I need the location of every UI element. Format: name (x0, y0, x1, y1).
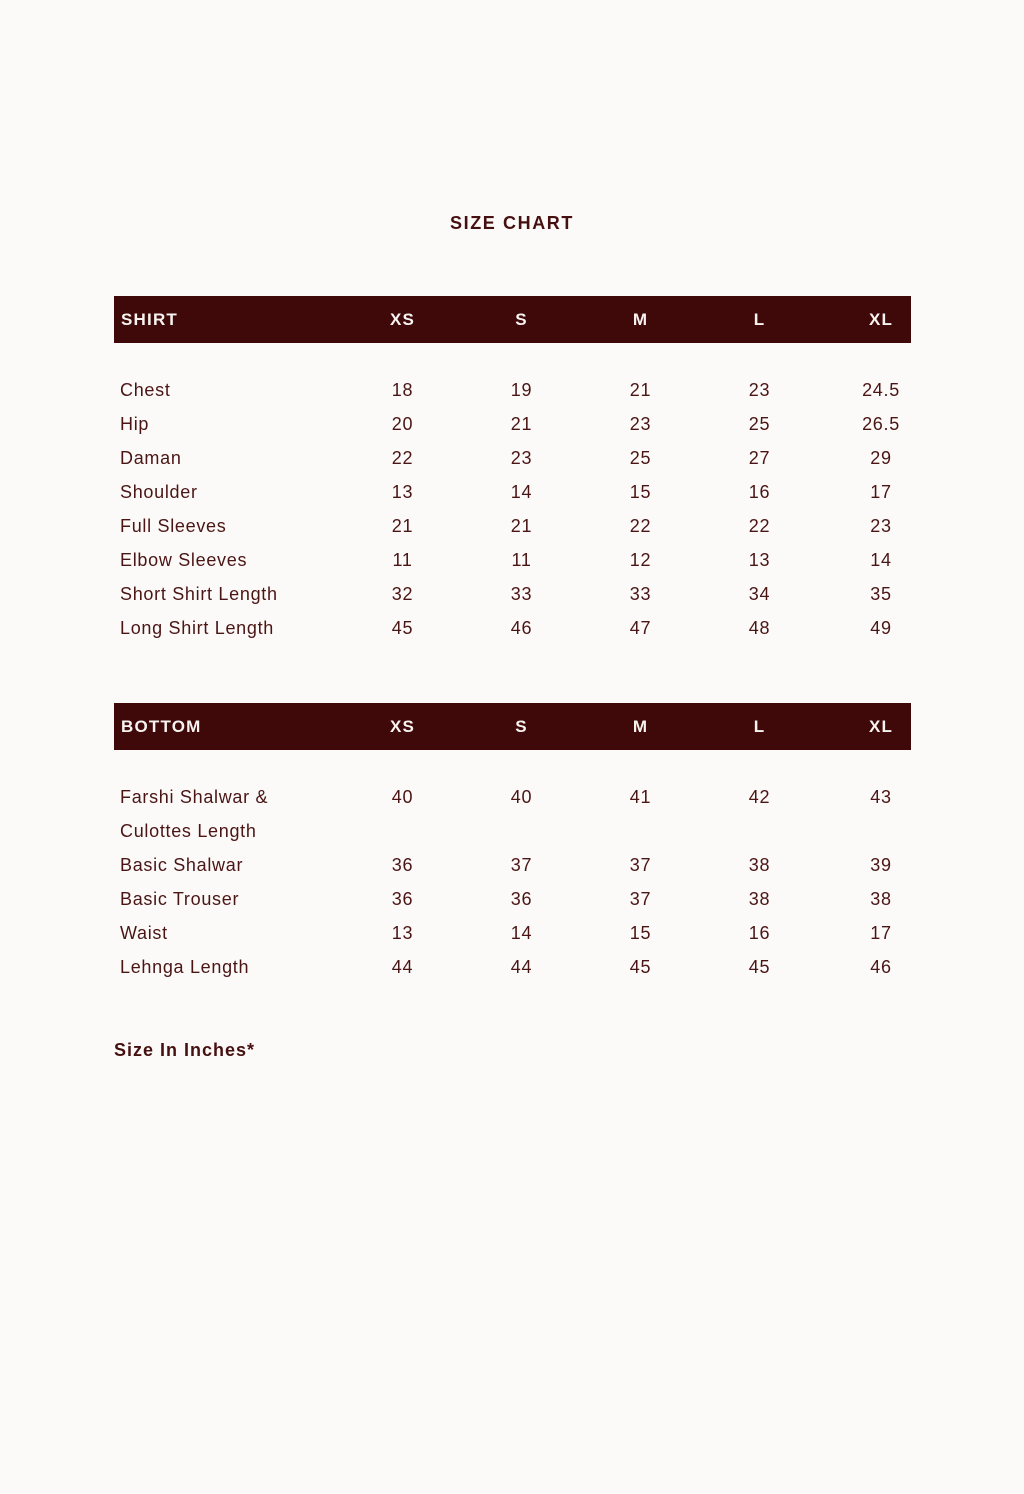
table-row (114, 848, 943, 882)
size-value: 36 (391, 889, 414, 909)
row-label-line1: Short Shirt Length (120, 584, 278, 604)
size-value: 14 (510, 923, 533, 943)
row-label-line1: Hip (120, 414, 150, 434)
size-value: 49 (870, 618, 892, 638)
size-value: 23 (629, 414, 652, 434)
section-bottom (114, 703, 943, 984)
size-value: 14 (510, 482, 533, 502)
table-row (114, 407, 943, 441)
row-label (114, 780, 343, 848)
size-value: 47 (629, 618, 652, 638)
row-label-line1: Shoulder (120, 482, 198, 502)
row-label-line1: Lehnga Length (120, 957, 250, 977)
row-label-line2: Culottes Length (120, 821, 257, 841)
size-value: 13 (391, 923, 414, 943)
section-shirt (114, 296, 943, 645)
size-value: 36 (391, 855, 414, 875)
size-value: 14 (870, 550, 892, 570)
size-value: 45 (391, 618, 414, 638)
size-value: 37 (510, 855, 533, 875)
size-value: 45 (748, 957, 771, 977)
row-label-line1: Waist (120, 923, 168, 943)
column-header-xs: XS (389, 310, 416, 329)
section-rows (114, 373, 943, 645)
size-value: 39 (870, 855, 892, 875)
size-value: 21 (629, 380, 652, 400)
size-chart-page (0, 214, 1024, 1059)
table-row (114, 780, 943, 848)
column-header-l: L (753, 310, 766, 329)
size-value: 11 (511, 550, 532, 570)
size-value: 38 (748, 889, 771, 909)
table-row (114, 916, 943, 950)
size-value: 23 (870, 516, 892, 536)
size-value: 41 (629, 787, 652, 807)
size-value: 12 (629, 550, 652, 570)
row-label (114, 441, 343, 475)
size-value: 17 (870, 482, 892, 502)
size-value: 36 (510, 889, 533, 909)
size-value: 35 (870, 584, 892, 604)
row-label-line1: Daman (120, 448, 182, 468)
size-value: 13 (391, 482, 414, 502)
column-header-m: M (632, 717, 649, 736)
row-label (114, 848, 343, 882)
size-value: 40 (391, 787, 414, 807)
size-value: 20 (391, 414, 414, 434)
size-value: 26.5 (862, 414, 900, 434)
size-value: 13 (748, 550, 771, 570)
size-value: 27 (748, 448, 771, 468)
size-value: 21 (391, 516, 414, 536)
size-value: 48 (748, 618, 771, 638)
size-value: 19 (510, 380, 533, 400)
row-label-line1: Farshi Shalwar & (120, 787, 269, 807)
row-label (114, 950, 343, 984)
size-value: 24.5 (862, 380, 900, 400)
section-header-bar (114, 703, 911, 750)
page-title: SIZE CHART (450, 213, 574, 233)
size-value: 16 (748, 923, 771, 943)
size-value: 22 (748, 516, 771, 536)
column-header-xs: XS (389, 717, 416, 736)
size-value: 32 (391, 584, 414, 604)
row-label-line1: Chest (120, 380, 171, 400)
row-label-line1: Long Shirt Length (120, 618, 275, 638)
size-value: 18 (391, 380, 414, 400)
row-label (114, 509, 343, 543)
row-label (114, 407, 343, 441)
size-value: 33 (510, 584, 533, 604)
row-label (114, 475, 343, 509)
section-title: SHIRT (121, 310, 178, 329)
size-value: 22 (391, 448, 414, 468)
table-row (114, 577, 943, 611)
size-table (114, 296, 943, 984)
column-header-l: L (753, 717, 766, 736)
size-value: 11 (392, 550, 413, 570)
size-value: 23 (748, 380, 771, 400)
table-row (114, 441, 943, 475)
size-value: 21 (510, 414, 533, 434)
size-value: 40 (510, 787, 533, 807)
row-label-line1: Basic Trouser (120, 889, 240, 909)
size-value: 37 (629, 889, 652, 909)
column-header-xl: XL (868, 717, 894, 736)
size-value: 22 (629, 516, 652, 536)
size-value: 46 (870, 957, 892, 977)
row-label (114, 577, 343, 611)
size-value: 37 (629, 855, 652, 875)
column-header-s: S (515, 310, 528, 329)
table-row (114, 882, 943, 916)
size-value: 15 (629, 482, 652, 502)
size-value: 43 (870, 787, 892, 807)
size-value: 25 (629, 448, 652, 468)
size-value: 44 (391, 957, 414, 977)
table-row (114, 950, 943, 984)
row-label (114, 916, 343, 950)
table-row (114, 373, 943, 407)
table-row (114, 611, 943, 645)
size-value: 38 (748, 855, 771, 875)
size-value: 16 (748, 482, 771, 502)
row-label (114, 373, 343, 407)
size-value: 23 (510, 448, 533, 468)
table-row (114, 475, 943, 509)
size-value: 17 (870, 923, 892, 943)
table-row (114, 543, 943, 577)
size-value: 46 (510, 618, 533, 638)
row-label (114, 543, 343, 577)
section-rows (114, 780, 943, 984)
size-value: 25 (748, 414, 771, 434)
size-value: 29 (870, 448, 892, 468)
size-value: 34 (748, 584, 771, 604)
column-header-s: S (515, 717, 528, 736)
table-row (114, 509, 943, 543)
row-label (114, 611, 343, 645)
size-value: 44 (510, 957, 533, 977)
size-unit-note: Size In Inches* (114, 1040, 256, 1060)
size-value: 42 (748, 787, 771, 807)
size-value: 45 (629, 957, 652, 977)
size-value: 21 (510, 516, 533, 536)
row-label (114, 882, 343, 916)
row-label-line1: Basic Shalwar (120, 855, 244, 875)
column-header-xl: XL (868, 310, 894, 329)
row-label-line1: Full Sleeves (120, 516, 227, 536)
size-value: 33 (629, 584, 652, 604)
section-header-grid (114, 296, 943, 343)
size-value: 38 (870, 889, 892, 909)
row-label-line1: Elbow Sleeves (120, 550, 248, 570)
section-title: BOTTOM (121, 717, 202, 736)
section-header-bar (114, 296, 911, 343)
column-header-m: M (632, 310, 649, 329)
section-header-grid (114, 703, 943, 750)
size-value: 15 (629, 923, 652, 943)
